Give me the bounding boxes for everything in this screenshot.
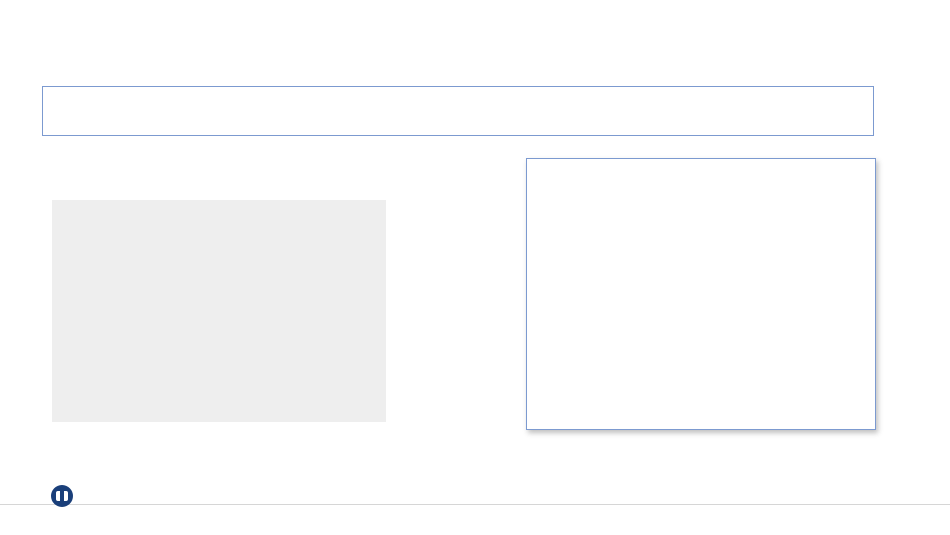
intro-box [42, 86, 874, 136]
company-logo [50, 484, 80, 508]
logo-mark-icon [50, 484, 74, 508]
iea-chart [52, 198, 386, 428]
chart-panel-bg [52, 200, 386, 422]
footer-divider [0, 504, 950, 505]
assumptions-box [526, 158, 876, 430]
